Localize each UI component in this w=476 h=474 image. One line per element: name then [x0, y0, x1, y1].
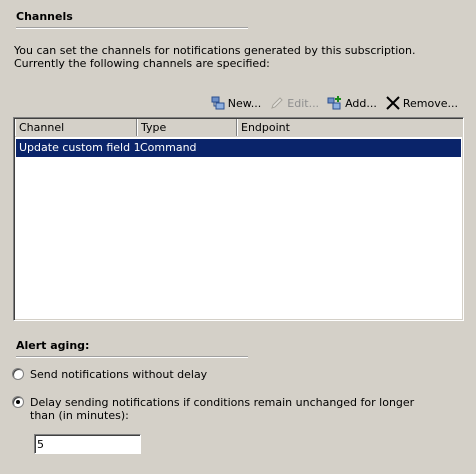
channels-list-header [15, 119, 462, 137]
channels-title: Channels [16, 10, 73, 23]
add-channel-icon [327, 95, 343, 111]
column-header-endpoint[interactable]: Endpoint [237, 119, 464, 136]
pencil-icon [269, 95, 285, 111]
table-row[interactable] [16, 139, 461, 157]
add-channel-label: Add... [345, 96, 377, 110]
column-header-type[interactable]: Type [137, 119, 237, 136]
new-channel-button[interactable] [210, 95, 261, 111]
delay-radio[interactable] [12, 396, 24, 408]
channels-description: You can set the channels for notifications generated by this subscription. Currently the following channels are specified: [14, 44, 416, 70]
new-channel-icon [210, 95, 226, 111]
delay-label: Delay sending notifications if conditions remain unchanged for longer than (in minutes): [30, 396, 415, 422]
edit-channel-button[interactable] [269, 95, 319, 111]
alert-aging-separator [16, 356, 248, 357]
remove-channel-button[interactable] [385, 95, 458, 111]
column-header-channel[interactable]: Channel [15, 119, 137, 136]
no-delay-radio[interactable] [12, 368, 24, 380]
delay-minutes-input[interactable] [34, 434, 141, 454]
alert-aging-title: Alert aging: [16, 339, 90, 352]
remove-channel-label: Remove... [402, 96, 458, 110]
cell-type: Command [140, 141, 197, 154]
edit-channel-label: Edit... [287, 96, 320, 110]
new-channel-label: New... [227, 96, 262, 110]
channels-separator [16, 27, 248, 28]
no-delay-label: Send notifications without delay [30, 368, 208, 381]
channels-list[interactable] [13, 117, 464, 321]
delay-option[interactable] [12, 396, 442, 422]
channels-toolbar [210, 94, 458, 112]
no-delay-option[interactable] [12, 368, 207, 381]
cell-channel: Update custom field 1 [19, 141, 141, 154]
remove-x-icon [385, 95, 401, 111]
add-channel-button[interactable] [327, 95, 377, 111]
